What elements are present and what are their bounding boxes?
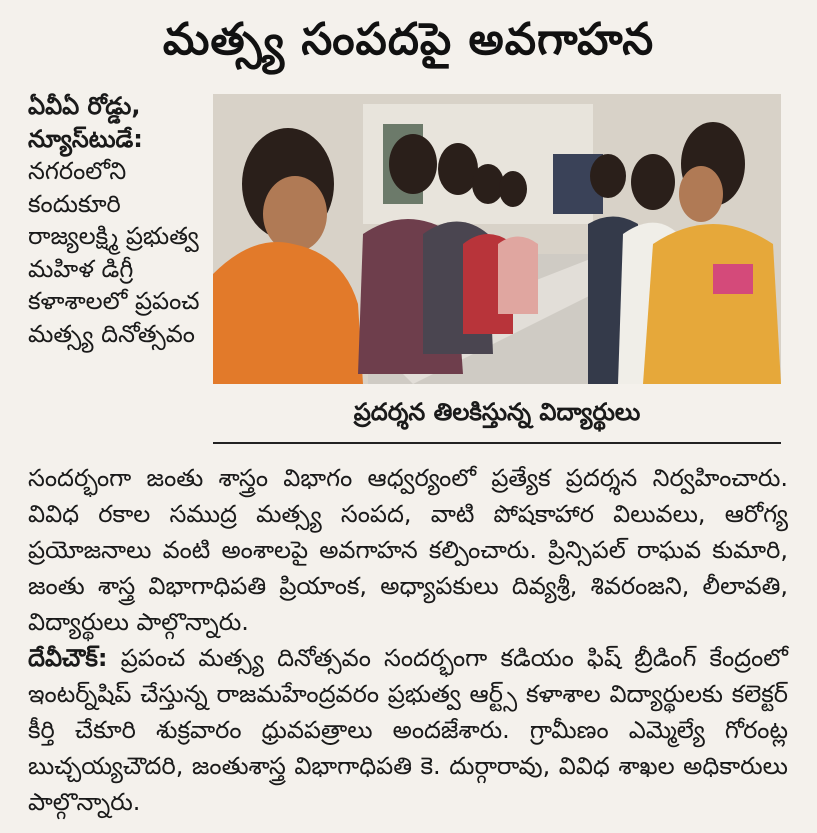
paragraph-2 [28, 640, 788, 820]
intro-column [28, 90, 208, 350]
paragraph-2-text: ప్రపంచ మత్స్య దినోత్సవం సందర్భంగా కడియం ఫిష్ బ్రీడింగ్ కేంద్రంలో ఇంటర్న్‌షిప్ చేస్తున్న రాజమహేంద్రవరం ప్రభుత్వ ఆర్ట్స్ కళాశాల విద్యార్థులకు కలెక్టర్ కీర్తి చేకూరి శుక్రవారం ధ్రువపత్రాలు అందజేశారు. గ్రామీణం ఎమ్మెల్యే గోరంట్ల బుచ్చయ్యచౌదరి, జంతుశాస్త్ర విభాగాధిపతి కె. దుర్గారావు, వివిధ శాఖల అధికారులు పాల్గొన్నారు. [28, 644, 788, 816]
article-body [28, 460, 788, 820]
headline: మత్స్య సంపదపై అవగాహన [162, 14, 655, 65]
paragraph-1: సందర్భంగా జంతు శాస్త్రం విభాగం ఆధ్వర్యంలో ప్రత్యేక ప్రదర్శన నిర్వహించారు. వివిధ రకాల సముద్ర మత్స్య సంపద, వాటి పోషకాహార విలువలు, ఆరోగ్య ప్రయోజనాలు వంటి అంశాలపై అవగాహన కల్పించారు. ప్రిన్సిపల్ రాఘవ కుమారి, జంతు శాస్త్ర విభాగాధిపతి ప్రియాంక, అధ్యాపకులు దివ్యశ్రీ, శివరంజని, లీలావతి, విద్యార్థులు పాల్గొన్నారు. [28, 464, 788, 636]
news-photo [213, 94, 781, 384]
intro-text: నగరంలోని కందుకూరి రాజ్యలక్ష్మి ప్రభుత్వ మహిళ డిగ్రీ కళాశాలలో ప్రపంచ మత్స్య దినోత్సవం [28, 157, 200, 348]
caption-divider [213, 442, 781, 444]
intro-dateline: ఏవీఏ రోడ్డు, న్యూస్‌టుడే: [28, 92, 143, 153]
students-exhibition-photo [213, 94, 781, 384]
photo-caption: ప్రదర్శన తిలకిస్తున్న విద్యార్థులు [353, 398, 641, 426]
paragraph-2-dateline: దేవీచౌక్: [28, 644, 108, 672]
